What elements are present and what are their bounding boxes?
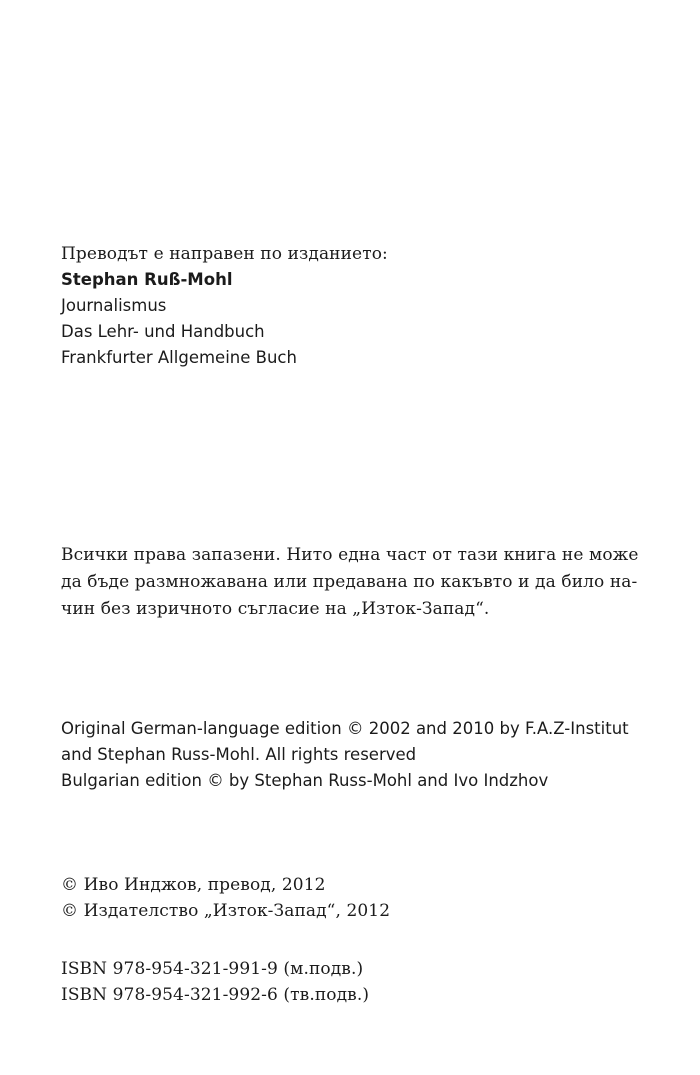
rights-notice-line: чин без изричното съгласие на „Изток-Запад“. [61, 599, 490, 619]
original-publisher: Frankfurter Allgemeine Buch [61, 348, 297, 367]
translator-copyright: © Иво Инджов, превод, 2012 [61, 875, 326, 895]
copyright-list [61, 872, 390, 924]
rights-notice-line: да бъде размножавана или предавана по какъвто и да било на- [61, 572, 638, 592]
english-copyright-line: Bulgarian edition © by Stephan Russ-Mohl and Ivo Indzhov [61, 771, 549, 790]
translation-intro: Преводът е направен по изданието: [61, 244, 388, 264]
isbn-list [61, 956, 369, 1008]
rights-notice-line: Всички права запазени. Нито една част от тази книга не може [61, 545, 639, 565]
original-author: Stephan Ruß-Mohl [61, 270, 233, 289]
rights-notice-block [61, 542, 639, 623]
isbn-hardcover: ISBN 978-954-321-992-6 (тв.подв.) [61, 985, 370, 1005]
publisher-copyright: © Издателство „Изток-Запад“, 2012 [61, 901, 391, 921]
original-subtitle: Das Lehr- und Handbuch [61, 322, 265, 341]
english-copyright-line: Original German-language edition © 2002 and 2010 by F.A.Z-Institut [61, 719, 629, 738]
english-copyright-block [61, 716, 629, 794]
translation-source-block [61, 241, 388, 371]
original-title: Journalismus [61, 296, 167, 315]
isbn-paperback: ISBN 978-954-321-991-9 (м.подв.) [61, 959, 364, 979]
english-copyright-line: and Stephan Russ-Mohl. All rights reserved [61, 745, 417, 764]
